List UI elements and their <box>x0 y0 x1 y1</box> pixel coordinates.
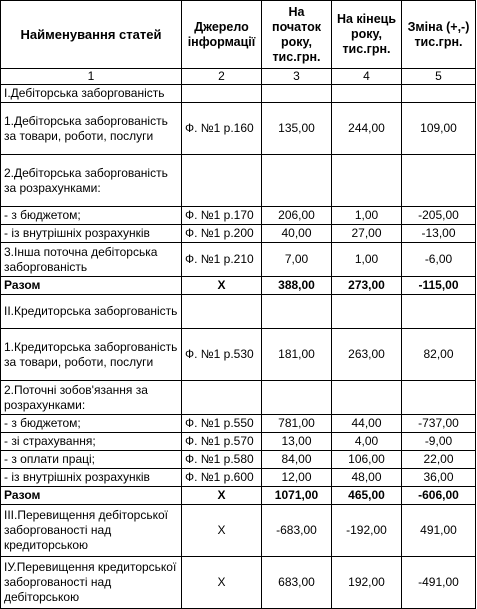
row-label: 1.Кредиторська заборгованість за товари, роботи, послуги <box>1 329 182 381</box>
row-change-value <box>402 155 476 207</box>
row-source: Ф. №1 р.160 <box>182 103 262 155</box>
table-row <box>1 381 476 415</box>
column-number: 1 <box>1 69 182 85</box>
header-change: Зміна (+,-) тис.грн. <box>402 1 476 69</box>
row-change-value: -737,00 <box>402 415 476 433</box>
row-end-value: 27,00 <box>332 225 402 243</box>
row-end-value: 48,00 <box>332 469 402 487</box>
column-number: 4 <box>332 69 402 85</box>
header-start-of-year: На початок року, тис.грн. <box>262 1 332 69</box>
row-source: Ф. №1 р.170 <box>182 207 262 225</box>
row-start-value: 135,00 <box>262 103 332 155</box>
row-change-value: 36,00 <box>402 469 476 487</box>
row-start-value: 1071,00 <box>262 487 332 505</box>
row-source: Ф. №1 р.580 <box>182 451 262 469</box>
row-label: - із внутрішніх розрахунків <box>1 225 182 243</box>
table-row <box>1 295 476 329</box>
row-start-value: 181,00 <box>262 329 332 381</box>
row-change-value: -115,00 <box>402 277 476 295</box>
row-source <box>182 295 262 329</box>
row-end-value <box>332 381 402 415</box>
header-source: Джерело інформації <box>182 1 262 69</box>
row-end-value: 44,00 <box>332 415 402 433</box>
total-row <box>1 277 476 295</box>
table-row <box>1 557 476 609</box>
row-change-value: 491,00 <box>402 505 476 557</box>
row-end-value: 465,00 <box>332 487 402 505</box>
row-start-value: 84,00 <box>262 451 332 469</box>
table-row <box>1 155 476 207</box>
row-end-value <box>332 155 402 207</box>
row-label: 2.Поточні зобов'язання за розрахунками: <box>1 381 182 415</box>
row-source: Х <box>182 277 262 295</box>
row-end-value: 1,00 <box>332 207 402 225</box>
row-label: - зі страхування; <box>1 433 182 451</box>
row-label: - із внутрішніх розрахунків <box>1 469 182 487</box>
row-end-value: -192,00 <box>332 505 402 557</box>
row-label: Разом <box>1 487 182 505</box>
table-row <box>1 329 476 381</box>
row-label: - з бюджетом; <box>1 207 182 225</box>
column-number: 5 <box>402 69 476 85</box>
table-row <box>1 243 476 277</box>
table-row <box>1 505 476 557</box>
row-change-value: 82,00 <box>402 329 476 381</box>
row-label: I.Дебіторська заборгованість <box>1 85 182 103</box>
row-start-value: 781,00 <box>262 415 332 433</box>
row-start-value: 40,00 <box>262 225 332 243</box>
row-source: Ф. №1 р.550 <box>182 415 262 433</box>
row-start-value: 7,00 <box>262 243 332 277</box>
row-label: III.Перевищення дебіторської заборгованості над кредиторською <box>1 505 182 557</box>
row-source: Ф. №1 р.530 <box>182 329 262 381</box>
row-source <box>182 85 262 103</box>
row-start-value: 206,00 <box>262 207 332 225</box>
row-end-value <box>332 295 402 329</box>
row-source: Х <box>182 487 262 505</box>
row-start-value <box>262 85 332 103</box>
row-start-value: 13,00 <box>262 433 332 451</box>
row-label: 2.Дебіторська заборгованість за розрахунками: <box>1 155 182 207</box>
row-change-value <box>402 381 476 415</box>
total-row <box>1 487 476 505</box>
row-source <box>182 381 262 415</box>
row-label: 3.Інша поточна дебіторська заборгованість <box>1 243 182 277</box>
row-change-value: -9,00 <box>402 433 476 451</box>
row-source: Ф. №1 р.210 <box>182 243 262 277</box>
table-row <box>1 85 476 103</box>
row-change-value: -205,00 <box>402 207 476 225</box>
row-start-value: 388,00 <box>262 277 332 295</box>
row-start-value: -683,00 <box>262 505 332 557</box>
row-source: Х <box>182 505 262 557</box>
row-change-value <box>402 85 476 103</box>
row-end-value <box>332 85 402 103</box>
row-end-value: 106,00 <box>332 451 402 469</box>
row-label: Разом <box>1 277 182 295</box>
row-label: IУ.Перевищення кредиторської заборгованості над дебіторською <box>1 557 182 609</box>
table-row <box>1 433 476 451</box>
row-start-value: 683,00 <box>262 557 332 609</box>
row-end-value: 1,00 <box>332 243 402 277</box>
table-row <box>1 103 476 155</box>
row-end-value: 244,00 <box>332 103 402 155</box>
column-number: 2 <box>182 69 262 85</box>
row-end-value: 4,00 <box>332 433 402 451</box>
row-start-value <box>262 295 332 329</box>
row-source: Ф. №1 р.570 <box>182 433 262 451</box>
table-row <box>1 225 476 243</box>
table-row <box>1 207 476 225</box>
row-source: Ф. №1 р.200 <box>182 225 262 243</box>
table-row <box>1 469 476 487</box>
row-end-value: 273,00 <box>332 277 402 295</box>
header-end-of-year: На кінець року, тис.грн. <box>332 1 402 69</box>
row-change-value: -491,00 <box>402 557 476 609</box>
row-label: II.Кредиторська заборгованість <box>1 295 182 329</box>
row-start-value: 12,00 <box>262 469 332 487</box>
row-source <box>182 155 262 207</box>
row-label: 1.Дебіторська заборгованість за товари, роботи, послуги <box>1 103 182 155</box>
row-change-value: -13,00 <box>402 225 476 243</box>
row-start-value <box>262 155 332 207</box>
column-number-row <box>1 69 476 85</box>
row-end-value: 192,00 <box>332 557 402 609</box>
row-change-value: 109,00 <box>402 103 476 155</box>
row-change-value: -606,00 <box>402 487 476 505</box>
row-label: - з оплати праці; <box>1 451 182 469</box>
header-item-name: Найменування статей <box>1 1 182 69</box>
column-number: 3 <box>262 69 332 85</box>
table-row <box>1 451 476 469</box>
row-label: - з бюджетом; <box>1 415 182 433</box>
table-row <box>1 415 476 433</box>
row-change-value: -6,00 <box>402 243 476 277</box>
row-change-value <box>402 295 476 329</box>
row-change-value: 22,00 <box>402 451 476 469</box>
row-source: Ф. №1 р.600 <box>182 469 262 487</box>
row-end-value: 263,00 <box>332 329 402 381</box>
row-source: Х <box>182 557 262 609</box>
header-row <box>1 1 476 69</box>
row-start-value <box>262 381 332 415</box>
